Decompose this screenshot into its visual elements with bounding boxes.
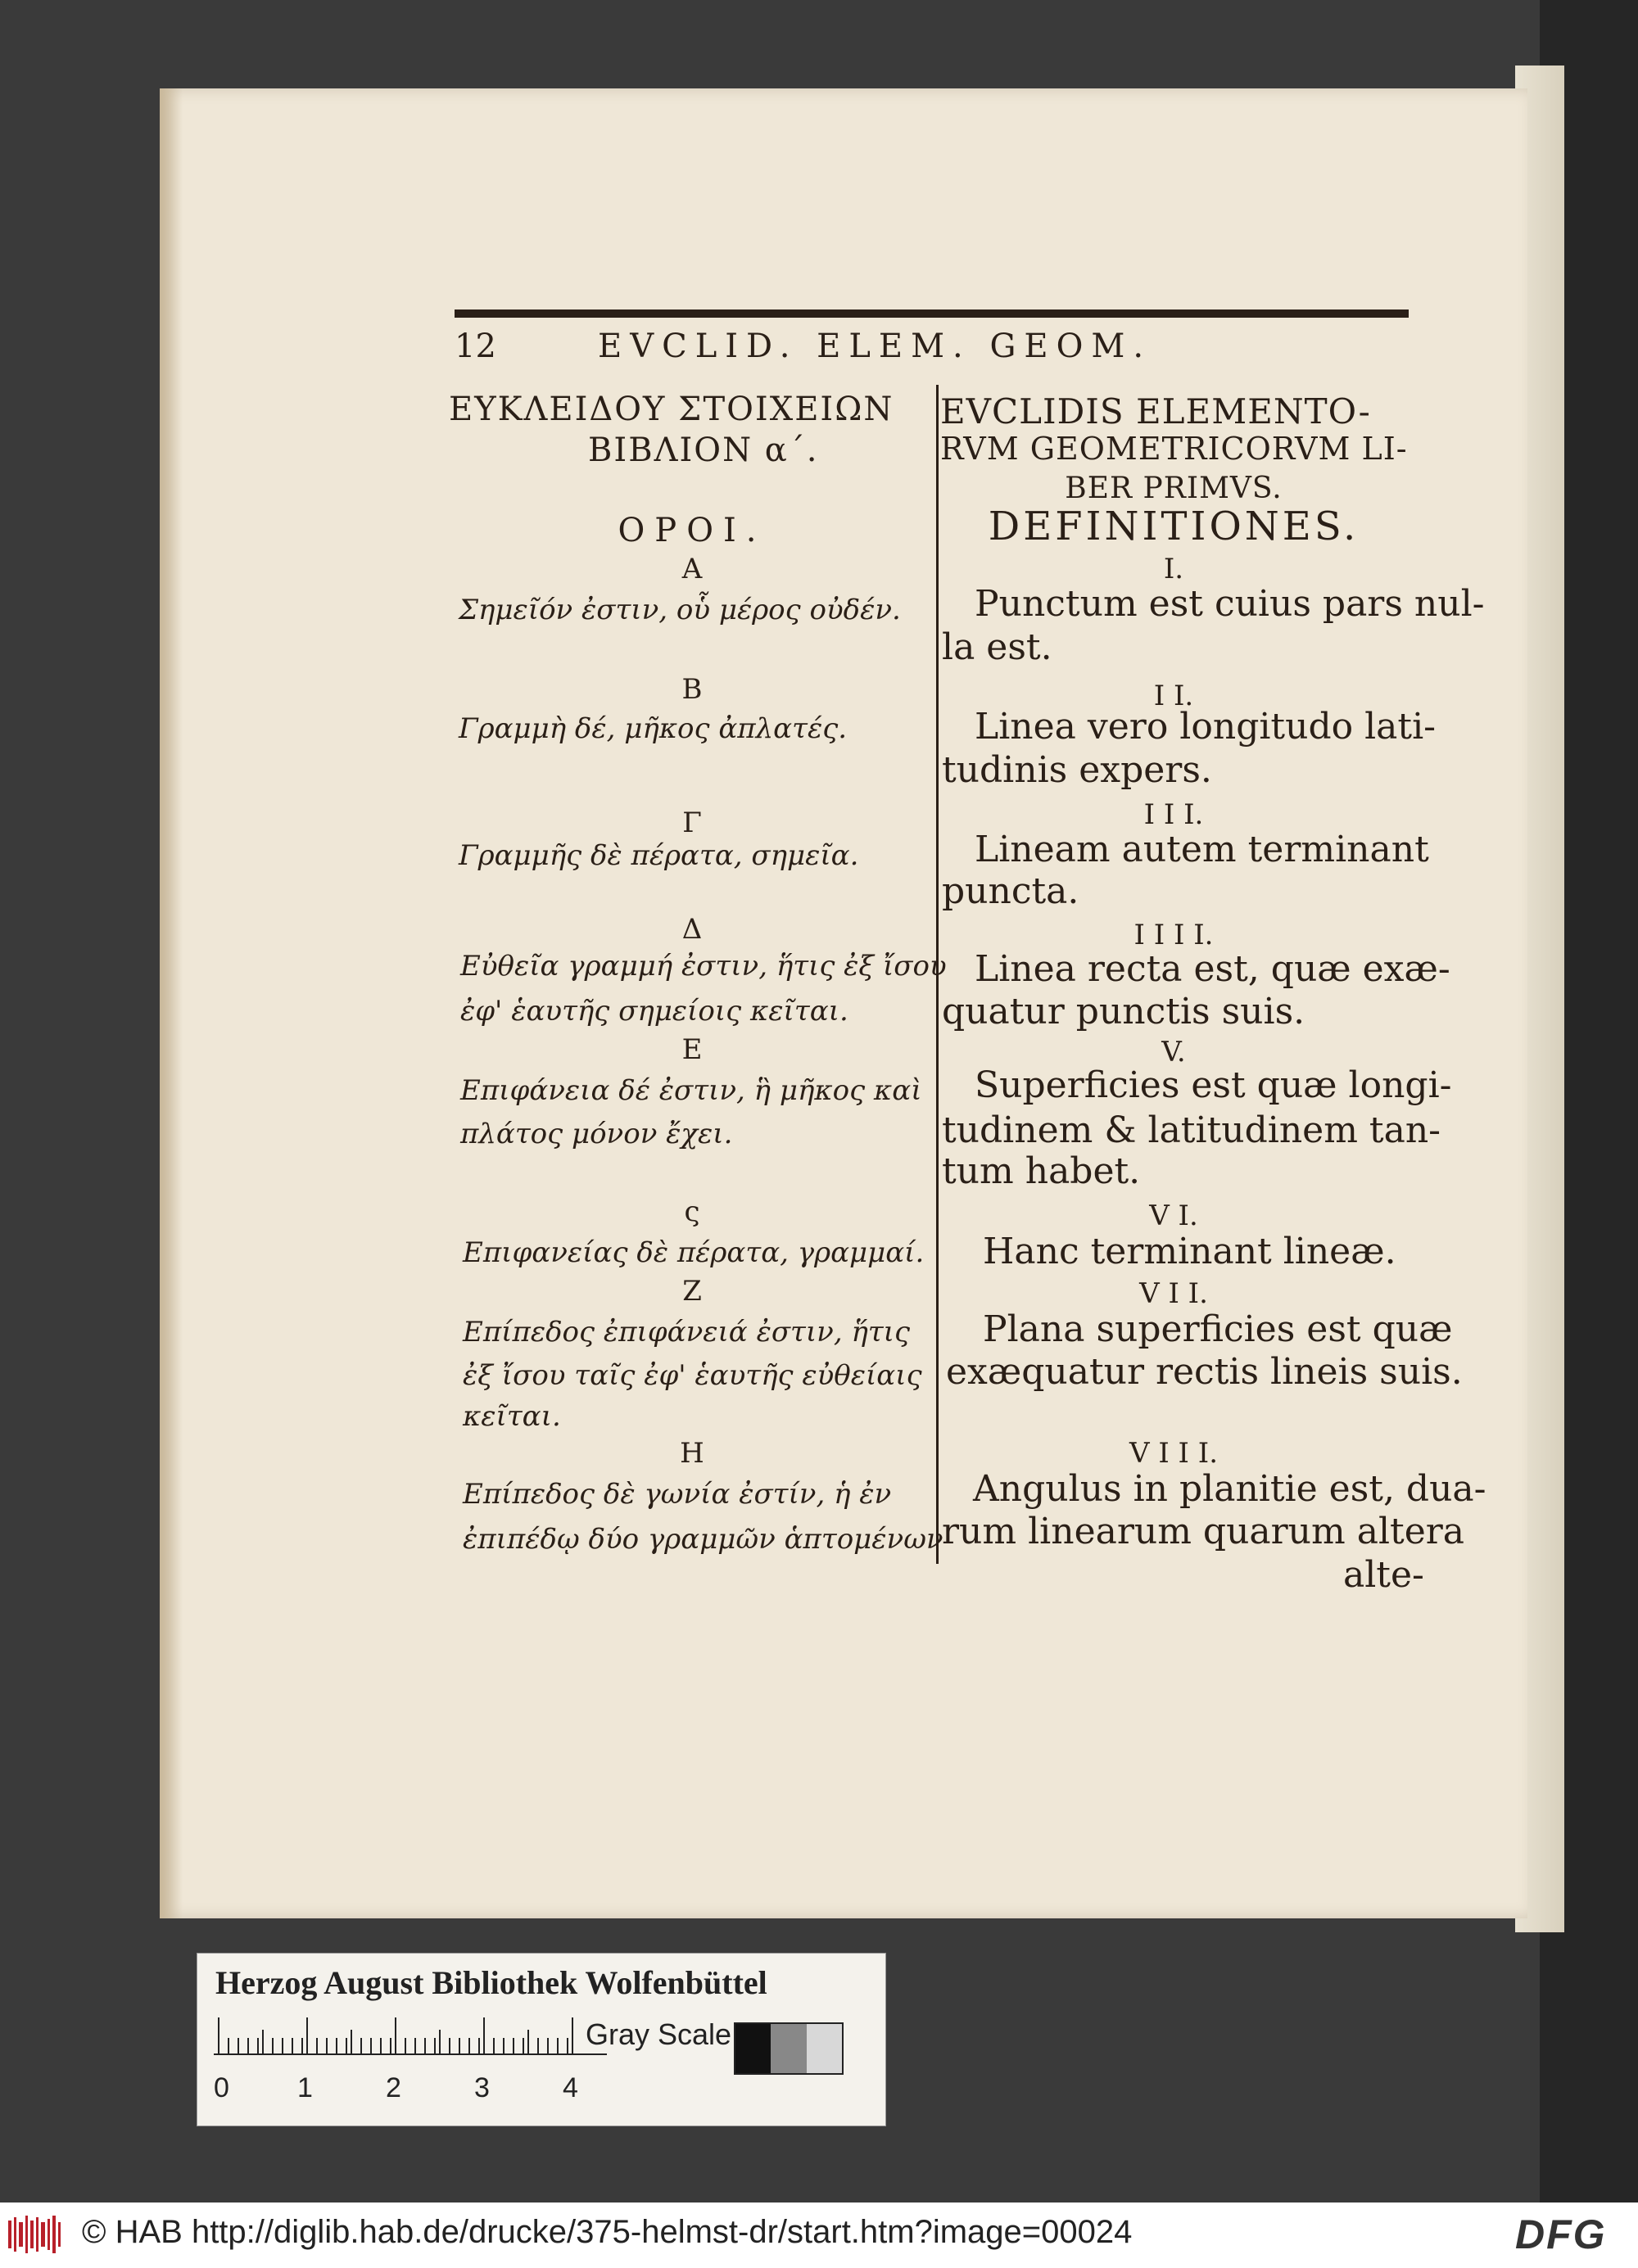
greek-def-line: Εὐθεῖα γραμμή ἐστιν, ἥτις ἐξ ἴσου (460, 950, 947, 983)
running-header (455, 328, 1409, 368)
latin-def-line: Hanc terminant lineæ. (983, 1231, 1396, 1272)
latin-def-line: tudinis expers. (942, 749, 1212, 791)
gray-scale-label: Gray Scale (586, 2017, 732, 2051)
greek-def-line: ἐφ' ἑαυτῆς σημείοις κεῖται. (460, 995, 848, 1028)
greek-title-line1: ΕΥΚΛΕΙΔΟΥ ΣΤΟΙΧΕΙΩΝ (449, 391, 894, 428)
page-gutter-shadow (160, 88, 183, 1918)
latin-def-line: rum linearum quarum altera (942, 1511, 1465, 1552)
scale-number: 1 (297, 2072, 313, 2103)
latin-def-line: Plana superficies est quæ (983, 1308, 1453, 1350)
latin-title-line1: EVCLIDIS ELEMENTO- (940, 391, 1371, 431)
latin-def-line: Linea recta est, quæ exæ- (975, 948, 1450, 990)
scale-number: 3 (474, 2072, 490, 2103)
greek-def-line: ἐπιπέδῳ δύο γραμμῶν ἁπτομένων (463, 1523, 943, 1556)
library-scale-label (197, 1953, 886, 2126)
greek-def-letter: Ζ (682, 1275, 702, 1308)
latin-def-numeral: V I. (1149, 1200, 1198, 1232)
greek-def-line: κεῖται. (463, 1400, 561, 1433)
latin-title-line2: RVM GEOMETRICORVM LI- (940, 431, 1408, 467)
latin-def-line: exæquatur rectis lineis suis. (946, 1351, 1463, 1393)
header-rule (455, 309, 1409, 318)
latin-section-title: DEFINITIONES. (988, 504, 1360, 549)
greek-def-letter: Ε (681, 1033, 703, 1066)
greek-def-line: πλάτος μόνον ἔχει. (460, 1118, 733, 1150)
latin-def-line: la est. (942, 626, 1052, 668)
greek-section-title: ΟΡΟΙ. (618, 512, 767, 549)
latin-def-line: Linea vero longitudo lati- (975, 706, 1437, 748)
greek-def-line: Γραμμῆς δὲ πέρατα, σημεῖα. (459, 839, 859, 872)
scale-number: 2 (386, 2072, 401, 2103)
greek-def-letter: Α (681, 553, 703, 585)
gray-scale-swatch (734, 2022, 844, 2075)
latin-def-line: Lineam autem terminant (975, 829, 1429, 870)
greek-def-line: Επιφανείας δὲ πέρατα, γραμμαί. (463, 1236, 925, 1269)
dfg-logo: DFG (1515, 2212, 1607, 2257)
latin-def-line: Angulus in planitie est, dua- (973, 1468, 1486, 1510)
swatch-dark (735, 2024, 771, 2073)
swatch-light (807, 2024, 842, 2073)
library-name: Herzog August Bibliothek Wolfenbüttel (215, 1964, 767, 2001)
footer-bar (0, 2202, 1638, 2268)
greek-def-line: Γραμμὴ δέ, μῆκος ἀπλατές. (459, 712, 848, 745)
scale-number: 4 (563, 2072, 578, 2103)
scale-number: 0 (214, 2072, 229, 2103)
latin-title-line3: BER PRIMVS. (1065, 472, 1283, 505)
greek-def-letter: Δ (681, 913, 703, 946)
latin-def-numeral: V I I I. (1129, 1437, 1219, 1470)
latin-def-line: tum habet. (942, 1150, 1141, 1192)
latin-def-numeral: I I. (1153, 680, 1194, 712)
running-title: EVCLID. ELEM. GEOM. (598, 328, 1152, 365)
ruler-ticks (214, 2009, 607, 2058)
latin-def-numeral: I I I. (1143, 798, 1204, 831)
latin-def-numeral: V. (1161, 1036, 1186, 1068)
greek-def-line: Σημεῖόν ἐστιν, οὗ μέρος οὐδέν. (459, 594, 901, 626)
barcode-icon (7, 2214, 64, 2255)
greek-def-line: Επιφάνεια δέ ἐστιν, ἣ μῆκος καὶ (460, 1074, 922, 1107)
latin-def-line: Superficies est quæ longi- (975, 1064, 1452, 1106)
greek-def-letter: Β (681, 673, 703, 706)
greek-def-letter: ς (684, 1195, 700, 1228)
greek-def-line: Επίπεδος δὲ γωνία ἐστίν, ἡ ἐν (463, 1478, 892, 1511)
latin-def-line: Punctum est cuius pars nul- (975, 583, 1485, 625)
swatch-mid (771, 2024, 806, 2073)
latin-def-numeral: I I I I. (1133, 919, 1214, 951)
latin-def-line: puncta. (942, 870, 1079, 912)
greek-def-letter: Η (680, 1437, 704, 1470)
page-number: 12 (455, 328, 496, 365)
latin-catchword: alte- (1343, 1554, 1424, 1596)
greek-def-letter: Γ (682, 806, 702, 839)
greek-title-line2: ΒΙΒΛΙΟΝ α΄. (588, 431, 819, 469)
latin-def-numeral: I. (1163, 553, 1184, 585)
copyright-link[interactable]: © HAB http://diglib.hab.de/drucke/375-helmst-dr/start.htm?image=00024 (82, 2214, 1133, 2250)
latin-def-numeral: V I I. (1139, 1277, 1208, 1310)
greek-def-line: ἐξ ἴσου ταῖς ἐφ' ἑαυτῆς εὐθείαις (463, 1359, 922, 1392)
latin-def-line: quatur punctis suis. (942, 991, 1305, 1032)
greek-def-line: Επίπεδος ἐπιφάνειά ἐστιν, ἥτις (463, 1316, 911, 1349)
latin-def-line: tudinem & latitudinem tan- (942, 1109, 1441, 1151)
